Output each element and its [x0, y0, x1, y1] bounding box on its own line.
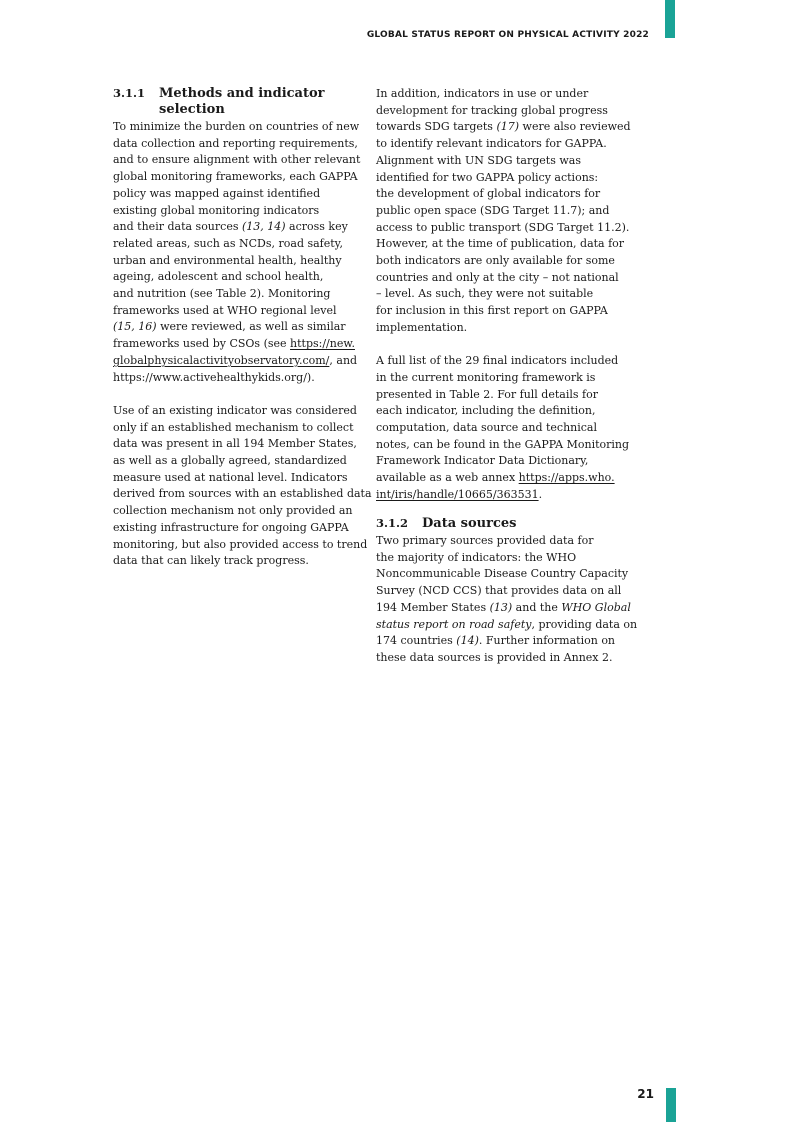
link-activehealthykids: https://www.activehealthykids.org/).	[113, 370, 315, 384]
header-accent-bar	[665, 0, 675, 38]
section-heading-3-1-2	[376, 516, 626, 532]
link-observatory[interactable]: https://new.	[290, 337, 355, 351]
paragraph-sdg: In addition, indicators in use or under development for tracking global progress towards SDG targets (17) were also reviewed to identify relevant indicators for GAPPA. Alignment with UN SDG targets was identified for two GAPPA policy actions: the development of global indicators for public open space (SDG Target 11.7); and access to public transport (SDG Target 11.2). However, at the time of publication, data for both indicators are only available for some countries and only at the city – not national – level. As such, they were not suitable for inclusion in this first report on GAPPA implementation.	[376, 87, 631, 334]
link-observatory-cont[interactable]: globalphysicalactivityobservatory.com/	[113, 353, 330, 367]
page-number: 21	[637, 1087, 654, 1101]
footer-accent-bar	[666, 1088, 676, 1122]
citation: (15, 16)	[113, 320, 157, 334]
report-title: WHO Global	[561, 600, 631, 614]
paragraph-existing-indicator: Use of an existing indicator was considered only if an established mechanism to collect data was present in all 194 Member States, as well as a globally agreed, standardized measure used at national level. Indicators derived from sources with an established data collection mechanism not only provided an existing infrastructure for ongoing GAPPA monitoring, but also provided access to trend data that can likely track progress.	[113, 403, 372, 568]
paragraph-data-sources: Two primary sources provided data for the majority of indicators: the WHO Noncommunicable Disease Country Capacity Survey (NCD CCS) that provides data on all 194 Member States (13) and the WHO Global status report on road safety, providing data on 174 countries (14). Further information on these data sources is provided in Annex 2.	[376, 534, 638, 664]
right-column	[376, 86, 638, 667]
section-title: Data sources	[422, 515, 517, 531]
citation: (13, 14)	[241, 220, 286, 234]
section-number: 3.1.2	[376, 515, 409, 530]
left-column	[113, 86, 372, 570]
citation: (14)	[456, 634, 479, 648]
paragraph-methods: To minimize the burden on countries of new data collection and reporting requirements, and to ensure alignment with other relevant global monitoring frameworks, each GAPPA policy was mapped against identified existing global monitoring indicators and their data sources (13, 14) across key related areas, such as NCDs, road safety, urban and environmental health, healthy ageing, adolescent and school health, and nutrition (see Table 2). Monitoring frameworks used at WHO regional level (15, 16) were reviewed, as well as similar frameworks used by CSOs (see https://new. globalphysicalactivityobservatory.com/, and https://www.activehealthykids.org/).	[113, 119, 363, 386]
citation: (13)	[489, 600, 513, 614]
section-title: Methods and indicator selection	[159, 86, 325, 117]
running-header: GLOBAL STATUS REPORT ON PHYSICAL ACTIVITY 2022	[366, 30, 649, 40]
section-number: 3.1.1	[113, 86, 146, 100]
link-web-annex-cont[interactable]: int/iris/handle/10665/363531	[376, 487, 539, 501]
paragraph-indicator-list: A full list of the 29 final indicators included in the current monitoring framework is presented in Table 2. For full details for each indicator, including the definition, computation, data source and technical notes, can be found in the GAPPA Monitoring Framework Indicator Data Dictionary, available as a web annex https://apps.who. int/iris/handle/10665/363531.	[376, 354, 630, 501]
report-title-cont: status report on road safety	[376, 617, 532, 631]
link-web-annex[interactable]: https://apps.who.	[518, 471, 615, 485]
section-heading-3-1-1	[113, 86, 363, 117]
citation: (17)	[496, 120, 520, 134]
